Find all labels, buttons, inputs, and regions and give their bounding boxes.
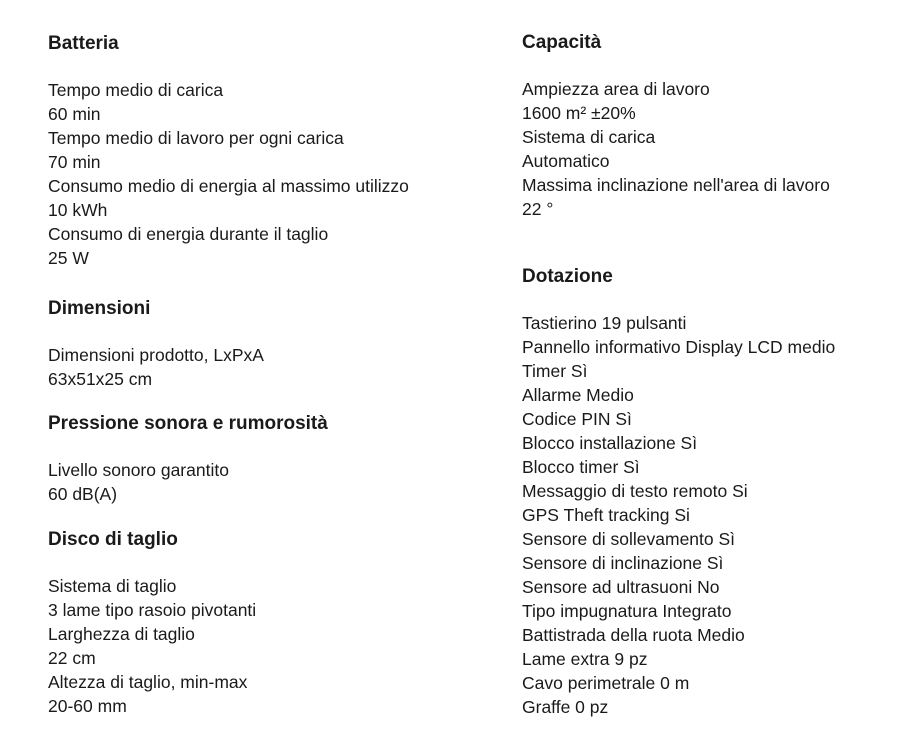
section-lines: [48, 343, 488, 391]
spec-line: Larghezza di taglio: [48, 624, 195, 644]
spec-line: Allarme Medio: [522, 385, 634, 405]
section-batteria: [48, 32, 488, 270]
spec-line: Consumo medio di energia al massimo utilizzo: [48, 176, 409, 196]
spec-line: Battistrada della ruota Medio: [522, 625, 745, 645]
spec-line: Sensore di sollevamento Sì: [522, 529, 736, 549]
spec-line: 60 min: [48, 104, 101, 124]
spec-line: Blocco installazione Sì: [522, 433, 698, 453]
section-title: Dimensioni: [48, 298, 151, 319]
spec-line: 22 cm: [48, 648, 96, 668]
spec-line: 63x51x25 cm: [48, 369, 153, 389]
spec-line: Sistema di taglio: [48, 576, 177, 596]
spec-line: Messaggio di testo remoto Si: [522, 481, 748, 501]
section-disco-di-taglio: [48, 528, 488, 718]
spec-line: 1600 m² ±20%: [522, 103, 636, 123]
spec-line: Blocco timer Sì: [522, 457, 640, 477]
spec-line: 20-60 mm: [48, 696, 127, 716]
section-pressione-sonora: [48, 412, 488, 506]
spec-line: Graffe 0 pz: [522, 697, 609, 717]
spec-line: Tastierino 19 pulsanti: [522, 313, 687, 333]
spec-line: Dimensioni prodotto, LxPxA: [48, 345, 264, 365]
spec-line: 25 W: [48, 248, 89, 268]
section-lines: [522, 77, 912, 221]
spec-line: Massima inclinazione nell'area di lavoro: [522, 175, 830, 195]
spec-line: Pannello informativo Display LCD medio: [522, 337, 836, 357]
spec-line: GPS Theft tracking Si: [522, 505, 690, 525]
spec-line: Timer Sì: [522, 361, 588, 381]
spec-line: 60 dB(A): [48, 484, 118, 504]
spec-line: Codice PIN Sì: [522, 409, 632, 429]
spec-line: Cavo perimetrale 0 m: [522, 673, 690, 693]
spec-line: Tempo medio di lavoro per ogni carica: [48, 128, 344, 148]
section-dimensioni: [48, 297, 488, 391]
section-title: Pressione sonora e rumorosità: [48, 413, 328, 434]
section-lines: [48, 458, 488, 506]
section-lines: [522, 311, 912, 719]
spec-line: Tipo impugnatura Integrato: [522, 601, 732, 621]
section-capacita: [522, 31, 912, 221]
spec-line: Automatico: [522, 151, 610, 171]
section-lines: [48, 78, 488, 270]
spec-line: Livello sonoro garantito: [48, 460, 229, 480]
section-title: Capacità: [522, 32, 602, 53]
spec-line: 3 lame tipo rasoio pivotanti: [48, 600, 257, 620]
spec-line: Sistema di carica: [522, 127, 656, 147]
section-lines: [48, 574, 488, 718]
section-title: Batteria: [48, 33, 119, 54]
spec-line: Sensore ad ultrasuoni No: [522, 577, 720, 597]
section-title: Dotazione: [522, 266, 613, 287]
spec-line: Consumo di energia durante il taglio: [48, 224, 329, 244]
section-dotazione: [522, 265, 912, 719]
spec-line: Sensore di inclinazione Sì: [522, 553, 724, 573]
spec-line: Tempo medio di carica: [48, 80, 224, 100]
spec-line: Altezza di taglio, min-max: [48, 672, 248, 692]
spec-line: 70 min: [48, 152, 101, 172]
section-title: Disco di taglio: [48, 529, 178, 550]
spec-line: 22 °: [522, 199, 554, 219]
spec-line: Ampiezza area di lavoro: [522, 79, 710, 99]
spec-line: Lame extra 9 pz: [522, 649, 648, 669]
spec-line: 10 kWh: [48, 200, 108, 220]
